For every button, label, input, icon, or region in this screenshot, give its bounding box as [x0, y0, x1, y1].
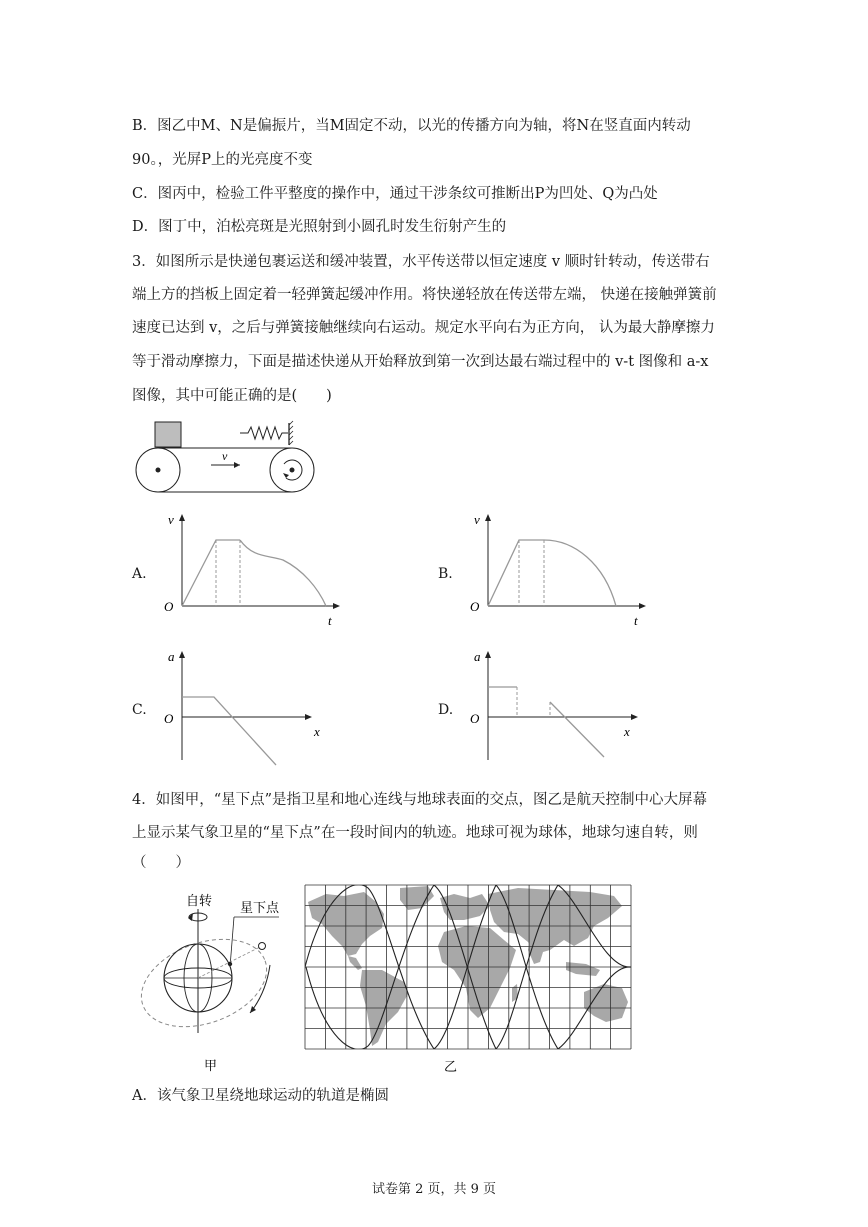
- option-c-graph: [158, 645, 348, 770]
- figure-yi-world-map: [304, 884, 634, 1079]
- q3-stem-line2: 端上方的挡板上固定着一轻弹簧起缓冲作用。将快递轻放在传送带左端， 快递在接触弹簧前: [132, 287, 717, 303]
- q2-option-b-line1: B．图乙中M、N是偏振片，当M固定不动，以光的传播方向为轴，将N在竖直面内转动: [132, 118, 691, 134]
- option-b-graph: [464, 508, 654, 633]
- curve-linear: [550, 702, 604, 757]
- sub-satellite-point: [228, 962, 232, 966]
- q3-stem-line5: 图像，其中可能正确的是( ): [132, 388, 332, 404]
- satellite: [259, 943, 266, 950]
- curve-segment: [488, 540, 544, 606]
- q4-stem-line2: 上显示某气象卫星的“星下点”在一段时间内的轨迹。地球可视为球体，地球匀速自转，则: [132, 825, 698, 841]
- q3-stem-line3: 速度已达到 v，之后与弹簧接触继续向右运动。规定水平向右为正方向， 认为最大静摩擦力: [132, 320, 715, 336]
- option-a-graph: [158, 508, 348, 633]
- curve-decel: [544, 540, 616, 606]
- q4-stem-line3: （ ）: [132, 855, 190, 871]
- y-axis-label: a: [168, 649, 175, 664]
- origin-label: O: [164, 711, 174, 726]
- origin-label: O: [164, 599, 174, 614]
- figure-yi-caption: 乙: [444, 1059, 458, 1074]
- belt-velocity-label: v: [222, 449, 228, 463]
- spring: [240, 427, 288, 439]
- x-axis-label: t: [328, 613, 332, 628]
- figure-jia-earth-orbit: [132, 885, 302, 1080]
- q4-option-a: A．该气象卫星绕地球运动的轨道是椭圆: [132, 1088, 389, 1104]
- conveyor-belt-figure: [128, 418, 328, 498]
- option-d-graph: [464, 645, 654, 770]
- option-b-label: B.: [438, 566, 453, 582]
- figure-jia-caption: 甲: [204, 1058, 218, 1073]
- q4-stem-line1: 4．如图甲，“星下点”是指卫星和地心连线与地球表面的交点，图乙是航天控制中心大屏幕: [132, 792, 708, 808]
- page-footer: 试卷第 2 页，共 9 页: [371, 1182, 497, 1197]
- y-axis-label: v: [168, 512, 174, 527]
- package-box: [155, 422, 181, 447]
- pointer-line: [230, 917, 234, 967]
- option-a-label: A.: [132, 566, 147, 582]
- q2-option-c: C．图丙中，检验工件平整度的操作中，通过干涉条纹可推断出P为凹处、Q为凸处: [132, 186, 658, 202]
- q3-stem-line4: 等于滑动摩擦力，下面是描述快递从开始释放到第一次到达最右端过程中的 v-t 图像和 a-x: [132, 354, 709, 370]
- q2-option-d: D．图丁中，泊松亮斑是光照射到小圆孔时发生衍射产生的: [132, 219, 507, 235]
- option-c-label: C.: [132, 702, 147, 718]
- y-axis-label: a: [474, 649, 481, 664]
- rotation-label: 自转: [186, 893, 213, 908]
- x-axis-label: x: [314, 724, 320, 739]
- q2-option-b-line2: 90。，光屏P上的光亮度不变: [132, 152, 313, 168]
- option-d-label: D.: [438, 702, 454, 718]
- curve-decel: [240, 540, 326, 606]
- y-axis-label: v: [474, 512, 480, 527]
- x-axis-label: t: [634, 613, 638, 628]
- origin-label: O: [470, 711, 480, 726]
- satellite-orbit: [132, 923, 279, 1043]
- sub-satellite-point-label: 星下点: [240, 900, 280, 915]
- q3-stem-line1: 3．如图所示是快递包裹运送和缓冲装置，水平传送带以恒定速度 v 顺时针转动，传送带右: [132, 254, 710, 270]
- x-axis-label: x: [624, 724, 630, 739]
- origin-label: O: [470, 599, 480, 614]
- curve-segment: [182, 540, 240, 606]
- curve: [182, 697, 276, 765]
